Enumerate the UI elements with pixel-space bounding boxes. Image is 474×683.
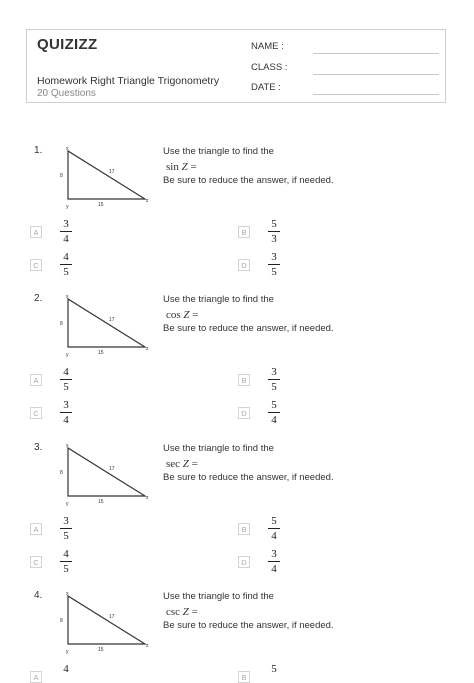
reduce-note: Be sure to reduce the answer, if needed. [163,472,334,483]
option-c-letter[interactable]: C [30,407,42,419]
option-a-fraction[interactable] [59,366,73,393]
angle-variable: Z [183,308,190,321]
equals-sign: = [191,457,198,470]
fraction-denominator: 5 [63,530,69,542]
fraction-numerator: 3 [271,251,277,263]
prompt-line: Use the triangle to find the [163,443,274,454]
option-b-letter[interactable]: B [238,226,250,238]
option-d-fraction[interactable] [267,399,281,426]
trig-function: sin [166,160,179,173]
fraction-numerator: 3 [271,548,277,560]
trig-function: sec [166,457,181,470]
equals-sign: = [191,605,198,618]
hypotenuse-label: 17 [109,317,115,323]
vertex-x-label: x [66,147,69,152]
question-number: 4. [34,590,43,601]
fraction-denominator: 4 [63,414,69,426]
fraction-bar [268,412,280,413]
option-a-letter[interactable]: A [30,671,42,683]
equals-sign: = [192,308,199,321]
fraction-numerator: 4 [63,366,69,378]
trig-function: cos [166,308,181,321]
option-d-letter[interactable]: D [238,407,250,419]
prompt-line: Use the triangle to find the [163,294,274,305]
option-a-letter[interactable]: A [30,226,42,238]
reduce-note: Be sure to reduce the answer, if needed. [163,175,334,186]
option-a-fraction[interactable] [59,218,73,245]
name-label: NAME : [251,41,284,52]
worksheet-header [26,29,446,103]
triangle-shape [68,299,145,347]
fraction-bar [60,561,72,562]
right-triangle-figure [55,295,153,357]
fraction-denominator: 4 [271,530,277,542]
fraction-denominator: 4 [271,563,277,575]
quizizz-logo: QUIZIZZ [37,36,98,53]
fraction-denominator: 3 [271,233,277,245]
left-side-label: 8 [60,470,63,476]
option-a-letter[interactable]: A [30,374,42,386]
question-prompt [163,442,334,486]
worksheet-title: Homework Right Triangle Trigonometry [37,75,220,87]
vertex-z-label: z [146,198,149,204]
fraction-denominator: 4 [271,414,277,426]
vertex-x-label: x [66,295,69,300]
fraction-numerator: 4 [63,663,69,675]
reduce-note: Be sure to reduce the answer, if needed. [163,323,334,334]
question-prompt [163,145,334,189]
bottom-side-label: 15 [98,647,104,653]
option-c-fraction[interactable] [59,548,73,575]
fraction-bar [60,264,72,265]
fraction-bar [268,528,280,529]
triangle-shape [68,448,145,496]
fraction-numerator: 3 [63,515,69,527]
option-c-fraction[interactable] [59,251,73,278]
fraction-bar [60,231,72,232]
vertex-z-label: z [146,346,149,352]
fraction-denominator: 5 [63,563,69,575]
question-number: 3. [34,442,43,453]
class-line [313,74,439,75]
reduce-note: Be sure to reduce the answer, if needed. [163,620,334,631]
fraction-bar [268,264,280,265]
bottom-side-label: 15 [98,499,104,505]
bottom-side-label: 15 [98,350,104,356]
hypotenuse-label: 17 [109,169,115,175]
fraction-bar [268,231,280,232]
option-c-fraction[interactable] [59,399,73,426]
angle-variable: Z [181,160,188,173]
fraction-numerator: 5 [271,663,277,675]
left-side-label: 8 [60,618,63,624]
option-a-fraction[interactable] [59,515,73,542]
triangle-shape [68,151,145,199]
equals-sign: = [190,160,197,173]
fraction-denominator: 5 [63,381,69,393]
date-line [313,94,439,95]
left-side-label: 8 [60,173,63,179]
option-d-fraction[interactable] [267,548,281,575]
right-triangle-figure [55,147,153,209]
vertex-x-label: x [66,444,69,449]
angle-variable: Z [182,457,189,470]
question-count: 20 Questions [37,88,96,99]
question-prompt [163,293,334,337]
option-b-fraction[interactable] [267,515,281,542]
prompt-line: Use the triangle to find the [163,146,274,157]
option-d-fraction[interactable] [267,251,281,278]
fraction-numerator: 4 [63,548,69,560]
fraction-bar [60,528,72,529]
right-triangle-figure [55,592,153,654]
hypotenuse-label: 17 [109,466,115,472]
prompt-line: Use the triangle to find the [163,591,274,602]
triangle-shape [68,596,145,644]
fraction-numerator: 5 [271,218,277,230]
trig-expression [163,160,334,175]
fraction-bar [268,561,280,562]
option-a-fraction[interactable] [59,663,73,675]
vertex-y-label: y [66,501,69,506]
trig-expression [163,457,334,472]
question-prompt [163,590,334,634]
vertex-z-label: z [146,495,149,501]
name-line [313,53,439,54]
fraction-numerator: 3 [63,218,69,230]
angle-variable: Z [182,605,189,618]
hypotenuse-label: 17 [109,614,115,620]
option-a-letter[interactable]: A [30,523,42,535]
option-d-letter[interactable]: D [238,259,250,271]
option-c-letter[interactable]: C [30,259,42,271]
option-b-letter[interactable]: B [238,374,250,386]
trig-expression [163,308,334,323]
vertex-y-label: y [66,352,69,357]
vertex-y-label: y [66,204,69,209]
date-label: DATE : [251,82,281,93]
option-b-letter[interactable]: B [238,523,250,535]
option-b-fraction[interactable] [267,218,281,245]
fraction-bar [268,379,280,380]
left-side-label: 8 [60,321,63,327]
option-b-fraction[interactable] [267,366,281,393]
bottom-side-label: 15 [98,202,104,208]
question-number: 2. [34,293,43,304]
question-number: 1. [34,145,43,156]
trig-expression [163,605,334,620]
fraction-denominator: 5 [63,266,69,278]
fraction-bar [60,379,72,380]
fraction-denominator: 4 [63,233,69,245]
option-d-letter[interactable]: D [238,556,250,568]
vertex-z-label: z [146,643,149,649]
option-b-letter[interactable]: B [238,671,250,683]
fraction-numerator: 5 [271,515,277,527]
right-triangle-figure [55,444,153,506]
option-c-letter[interactable]: C [30,556,42,568]
class-label: CLASS : [251,62,288,73]
fraction-numerator: 4 [63,251,69,263]
option-b-fraction[interactable] [267,663,281,675]
vertex-y-label: y [66,649,69,654]
fraction-numerator: 5 [271,399,277,411]
fraction-denominator: 5 [271,381,277,393]
trig-function: csc [166,605,181,618]
fraction-bar [60,412,72,413]
fraction-denominator: 5 [271,266,277,278]
fraction-numerator: 3 [271,366,277,378]
fraction-numerator: 3 [63,399,69,411]
vertex-x-label: x [66,592,69,597]
